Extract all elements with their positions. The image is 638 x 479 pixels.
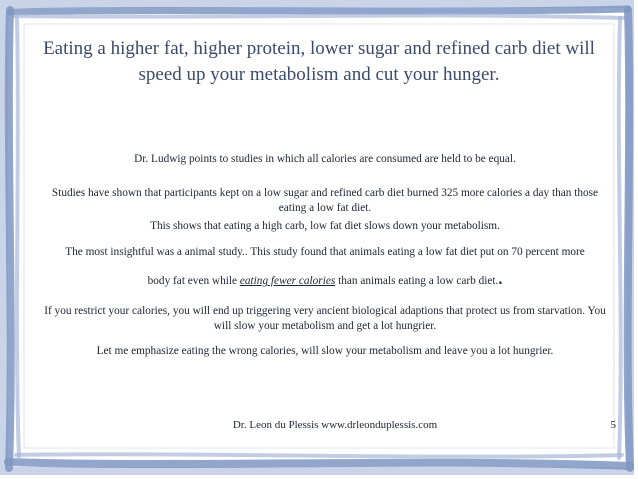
frame-left-stroke-2 xyxy=(17,18,19,458)
slide-title: Eating a higher fat, higher protein, lower sugar and refined carb diet will speed up your metabolism and cut your hunger. xyxy=(43,38,595,85)
frame-right-stroke-2 xyxy=(619,18,621,458)
paragraph-animal-study: The most insightful was a animal study.. This study found that animals eating a low fat diet put on 70 percent more xyxy=(65,246,585,258)
bold-period: . xyxy=(498,271,503,288)
paragraph-animal-study-continued xyxy=(40,272,610,289)
frame-bottom-stroke-2 xyxy=(16,454,622,456)
frame-top-stroke-2 xyxy=(14,15,624,18)
frame-left-stroke xyxy=(9,10,11,468)
paragraph-calorie-restriction: If you restrict your calories, you will end up triggering very ancient biological adaptions that protect us from starvation. You will slow your metabolism and get a lot hungrier. xyxy=(44,305,606,332)
paragraph-metabolism-conclusion: This shows that eating a high carb, low fat diet slows down your metabolism. xyxy=(150,220,500,232)
paragraph-text-after: than animals eating a low carb diet. xyxy=(335,275,499,287)
slide-footer: Dr. Leon du Plessis www.drleonduplessis.com xyxy=(232,419,438,431)
page-number: 5 xyxy=(610,419,616,431)
paragraph-study-results: Studies have shown that participants kept on a low sugar and refined carb diet burned 325 more calories a day than those eating a low fat diet. xyxy=(51,187,599,214)
frame-bottom-stroke xyxy=(8,462,630,466)
paragraph-text-before: body fat even while xyxy=(147,275,240,287)
paragraph-ludwig-studies: Dr. Ludwig points to studies in which all calories are consumed are held to be equal. xyxy=(134,153,516,165)
frame-top-stroke xyxy=(10,9,628,12)
frame-right-stroke xyxy=(628,10,630,468)
emphasized-text: eating fewer calories xyxy=(239,275,336,287)
paragraph-emphasis: Let me emphasize eating the wrong calories, will slow your metabolism and leave you a lot hungrier. xyxy=(96,345,554,357)
